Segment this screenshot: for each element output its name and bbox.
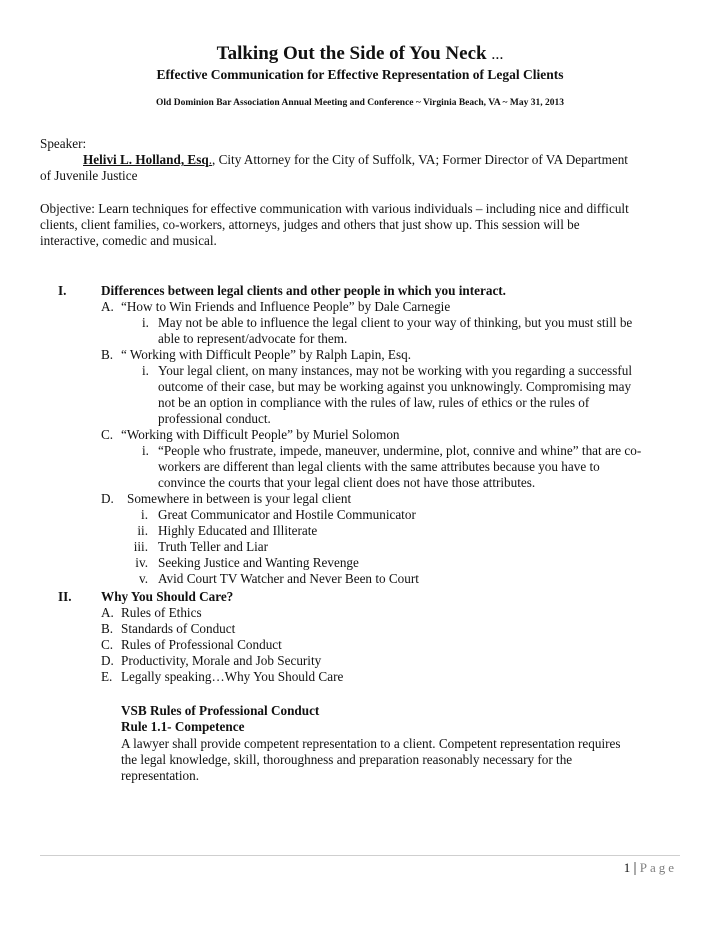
section-1-number: I. [58,283,67,298]
vsb-rule-line-2: the legal knowledge, skill, thoroughness and preparation reasonably necessary for the [121,752,573,767]
list-item-text: Great Communicator and Hostile Communicator [158,507,416,522]
vsb-rule-title: Rule 1.1- Competence [121,719,245,734]
item-1c-label: C. [101,427,114,442]
list-item: iv. [135,555,148,570]
list-item: C. [101,637,114,652]
section-2-number: II. [58,589,72,604]
conference-info: Old Dominion Bar Association Annual Meeting and Conference ~ Virginia Beach, VA ~ May 31, 2013 [156,98,564,108]
list-item-text: Rules of Professional Conduct [121,637,282,652]
section-1-heading: Differences between legal clients and other people in which you interact. [101,283,506,298]
item-1a-i-label: i. [142,315,149,330]
item-1b-i-line-3: not be an option in compliance with the rules of law, rules of ethics or the rules of [158,395,590,410]
list-item-text: Truth Teller and Liar [158,539,269,554]
speaker-name: Helivi L. Holland, Esq [83,152,209,167]
item-1c-i-label: i. [142,443,149,458]
item-1b-i-line-2: outcome of their case, but may be working against you unknowingly. Compromising may [158,379,632,394]
page-number: 1 | Page [623,860,677,876]
footer-divider [40,855,680,856]
list-item: ii. [137,523,148,538]
item-1a-text: “How to Win Friends and Influence People” by Dale Carnegie [121,299,451,314]
item-1b-text: “ Working with Difficult People” by Ralph Lapin, Esq. [121,347,411,362]
list-item-text: Seeking Justice and Wanting Revenge [158,555,359,570]
section-2-heading: Why You Should Care? [101,589,234,604]
item-1a-i-line-1: May not be able to influence the legal client to your way of thinking, but you must still be [158,315,633,330]
vsb-heading: VSB Rules of Professional Conduct [121,703,320,718]
item-1a-i-line-2: able to represent/advocate for them. [158,331,348,346]
list-item: iii. [133,539,148,554]
item-1c-i-line-3: convince the courts that your legal client does not have those attributes. [158,475,536,490]
speaker-line-2: of Juvenile Justice [40,168,138,183]
list-item-text: Productivity, Morale and Job Security [121,653,322,668]
item-1d-text: Somewhere in between is your legal client [127,491,352,506]
item-1c-i-line-1: “People who frustrate, impede, maneuver, undermine, plot, connive and whine” that are co- [158,443,642,458]
list-item-text: Avid Court TV Watcher and Never Been to Court [158,571,419,586]
item-1b-label: B. [101,347,114,362]
list-item: i. [141,507,148,522]
list-item-text: Highly Educated and Illiterate [158,523,318,538]
vsb-rule-line-3: representation. [121,768,199,783]
list-item-text: Legally speaking…Why You Should Care [121,669,344,684]
item-1c-i-line-2: workers are different than legal clients with the same attributes because you have to [158,459,600,474]
item-1d-label: D. [101,491,114,506]
document-title: Talking Out the Side of You Neck … [216,43,504,64]
list-item-text: Rules of Ethics [121,605,202,620]
list-item: E. [101,669,113,684]
document-subtitle: Effective Communication for Effective Representation of Legal Clients [156,67,564,82]
vsb-rule-line-1: A lawyer shall provide competent representation to a client. Competent representation requires [121,736,621,751]
speaker-label: Speaker: [40,136,87,151]
item-1a-label: A. [101,299,114,314]
item-1b-i-label: i. [142,363,149,378]
item-1b-i-line-1: Your legal client, on many instances, may not be working with you regarding a successful [158,363,633,378]
list-item: B. [101,621,114,636]
list-item: v. [138,571,148,586]
objective-line-1: Objective: Learn techniques for effective communication with various individuals – including nice and difficult [40,201,629,216]
speaker-line: Helivi L. Holland, Esq., City Attorney for the City of Suffolk, VA; Former Director of VA Department [83,152,628,167]
list-item: A. [101,605,114,620]
objective-line-3: interactive, comedic and musical. [40,233,217,248]
item-1c-text: “Working with Difficult People” by Muriel Solomon [121,427,400,442]
list-item-text: Standards of Conduct [121,621,236,636]
item-1b-i-line-4: professional conduct. [158,411,271,426]
list-item: D. [101,653,114,668]
objective-line-2: clients, client families, co-workers, attorneys, judges and others that just show up. This session will be [40,217,580,232]
